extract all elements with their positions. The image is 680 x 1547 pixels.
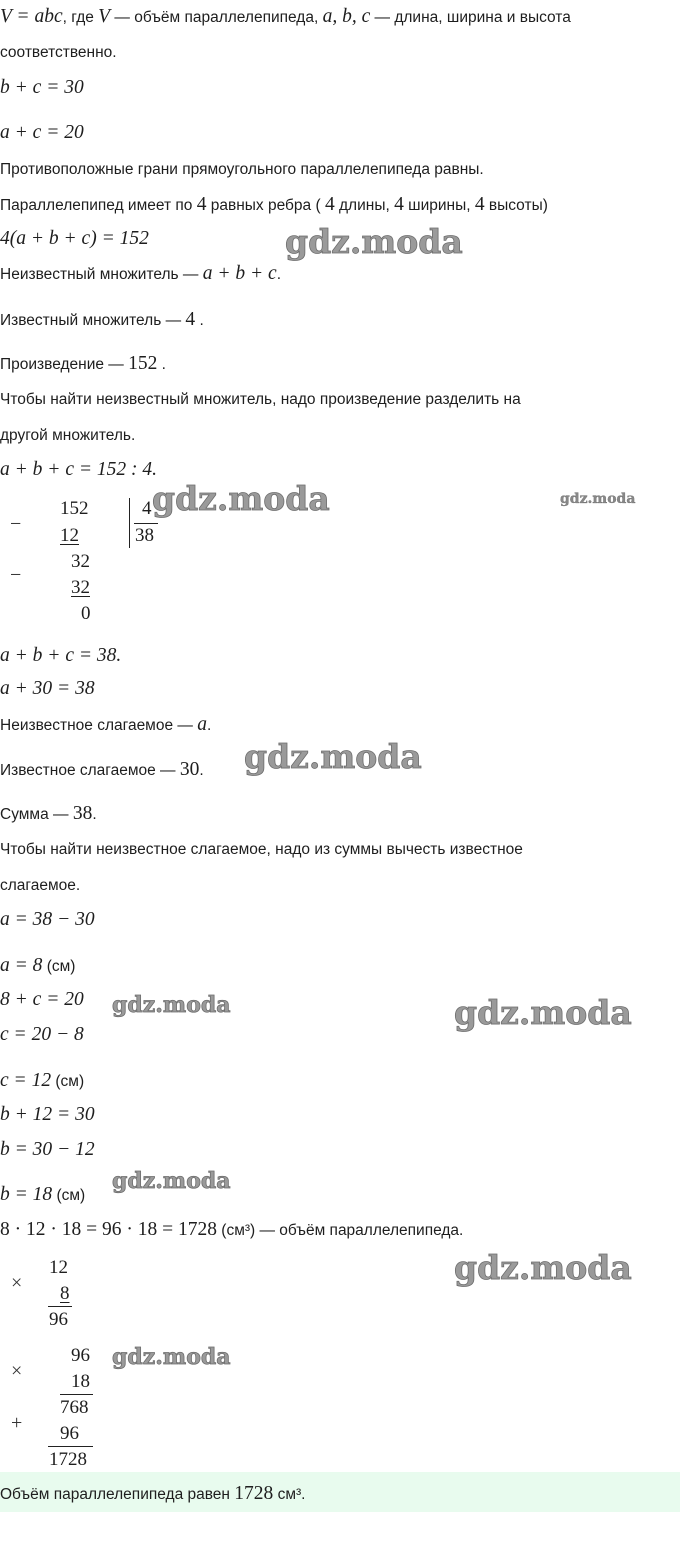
plus-sign: + [11, 1412, 23, 1434]
text-line-rule-factor: Чтобы найти неизвестный множитель, надо произведение разделить на [0, 391, 521, 408]
watermark-logo: gdz.moda [112, 1344, 231, 1370]
text-line-other-factor: другой множитель. [0, 427, 136, 444]
subtrahend-2: 32 [71, 577, 90, 598]
text-line-respectively: соответственно. [0, 44, 117, 61]
equation-b-30-12: b = 30 − 12 [0, 1139, 95, 1160]
text-line-volume-formula: V = abc, где V — объём параллелепипеда, a, b, c — длина, ширина и высота [0, 6, 571, 27]
subtrahend-1: 12 [60, 525, 79, 546]
watermark-logo: gdz.moda [244, 737, 422, 776]
remainder-1: 32 [71, 551, 90, 572]
text-line-sum: Сумма — 38. [0, 803, 97, 824]
result-b: b = 18 (см) [0, 1184, 86, 1205]
text-line-addend: слагаемое. [0, 877, 81, 894]
product-line [48, 1306, 72, 1307]
text-line-unknown-factor: Неизвестный множитель — a + b + c. [0, 263, 282, 284]
result-c: c = 12 (см) [0, 1070, 85, 1091]
watermark-logo: gdz.moda [112, 1168, 231, 1194]
text-line-product: Произведение — 152 . [0, 353, 166, 374]
factor-b: 8 [60, 1283, 70, 1304]
equation-b-plus-c: b + c = 30 [0, 77, 84, 98]
final-product: 1728 [49, 1449, 87, 1470]
division-bar [129, 498, 130, 548]
divisor-line [134, 523, 158, 524]
divisor: 4 [142, 498, 152, 519]
remainder-2: 0 [81, 603, 91, 624]
factor-a: 96 [71, 1345, 90, 1366]
minus-sign: − [10, 564, 22, 586]
text-line-opposite-faces: Противоположные грани прямоугольного параллелепипеда равны. [0, 161, 484, 178]
equation-b-plus-12: b + 12 = 30 [0, 1104, 95, 1125]
text-line-volume-calc: 8 · 12 · 18 = 96 · 18 = 1728 (см³) — объём параллелепипеда. [0, 1219, 464, 1240]
watermark-logo: gdz.moda [285, 222, 463, 261]
watermark-logo: gdz.moda [560, 491, 636, 507]
answer-text: Объём параллелепипеда равен 1728 см³. [0, 1483, 306, 1504]
equation-c-20-8: c = 20 − 8 [0, 1024, 84, 1045]
equation-a-38-30: a = 38 − 30 [0, 909, 95, 930]
equation-8-plus-c: 8 + c = 20 [0, 989, 84, 1010]
equation-a-plus-30: a + 30 = 38 [0, 678, 95, 699]
watermark-logo: gdz.moda [112, 992, 231, 1018]
text-line-edges: Параллелепипед имеет по 4 равных ребра ( 4 длины, 4 ширины, 4 высоты) [0, 194, 548, 215]
text-line-unknown-addend: Неизвестное слагаемое — a. [0, 714, 212, 735]
formula-v-abc: V = abc [0, 6, 63, 27]
minus-sign: − [10, 513, 22, 535]
equation-sum-edges: 4(a + b + c) = 152 [0, 228, 149, 249]
product: 96 [49, 1309, 68, 1330]
text-line-known-addend: Известное слагаемое — 30. [0, 759, 204, 780]
partial-line [60, 1394, 93, 1395]
times-sign: × [11, 1360, 23, 1382]
text-line-known-factor: Известный множитель — 4 . [0, 309, 204, 330]
answer-box [0, 1472, 680, 1512]
partial-product-2: 96 [60, 1423, 79, 1444]
factor-b: 18 [71, 1371, 90, 1392]
quotient: 38 [135, 525, 154, 546]
dividend: 152 [60, 498, 89, 519]
text-line-rule-addend: Чтобы найти неизвестное слагаемое, надо из суммы вычесть известное [0, 841, 523, 858]
equation-division: a + b + c = 152 : 4. [0, 459, 157, 480]
equation-sum-38: a + b + c = 38. [0, 645, 122, 666]
times-sign: × [11, 1272, 23, 1294]
result-line [48, 1446, 93, 1447]
watermark-logo: gdz.moda [152, 479, 330, 518]
result-a: a = 8 (см) [0, 955, 76, 976]
watermark-logo: gdz.moda [454, 993, 632, 1032]
watermark-logo: gdz.moda [454, 1248, 632, 1287]
factor-a: 12 [49, 1257, 68, 1278]
partial-product-1: 768 [60, 1397, 89, 1418]
equation-a-plus-c: a + c = 20 [0, 122, 84, 143]
